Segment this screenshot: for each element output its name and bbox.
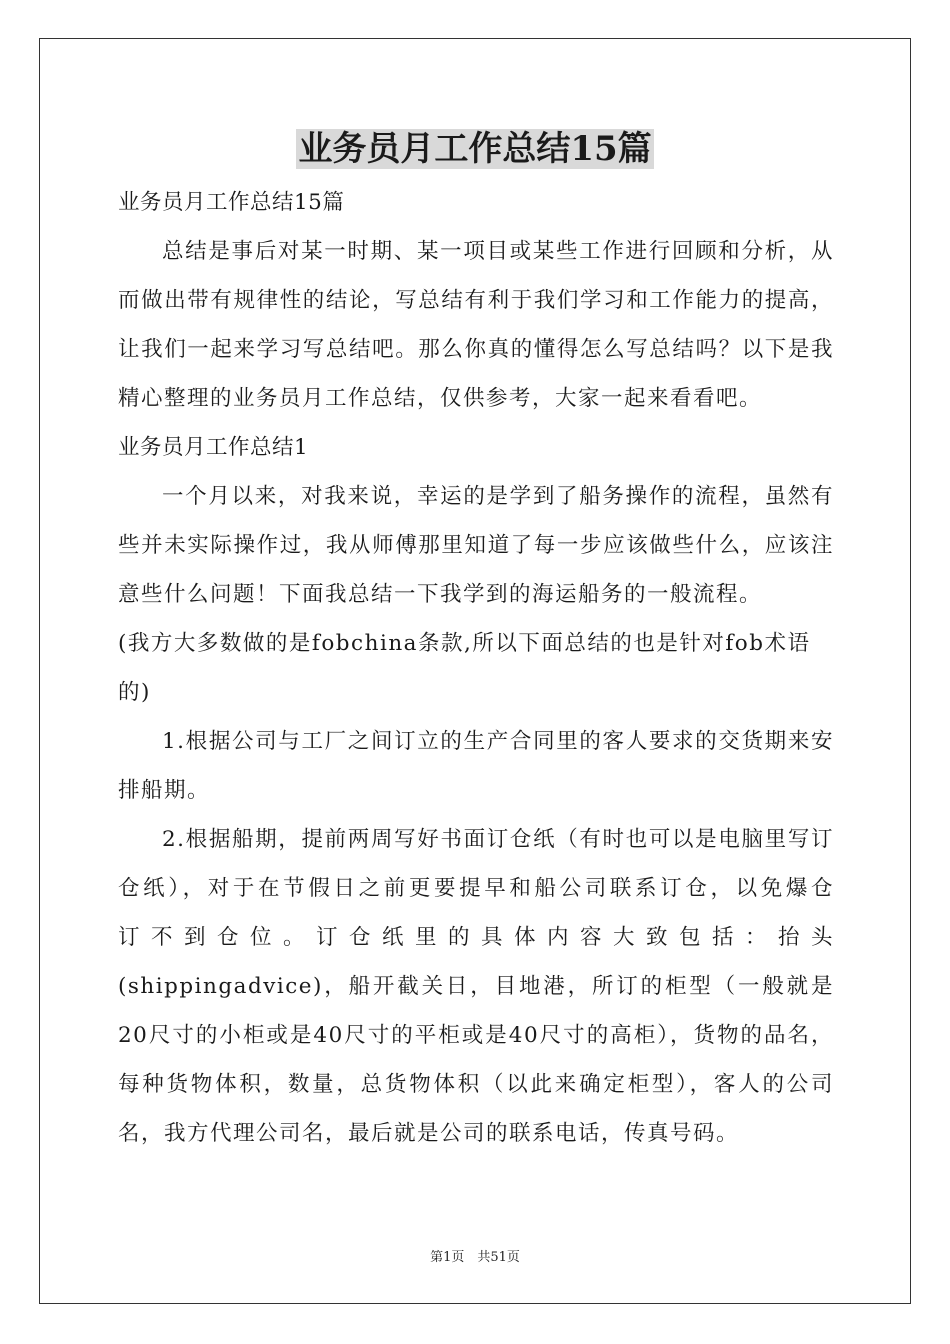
- step-2-paragraph: 2.根据船期，提前两周写好书面订仓纸（有时也可以是电脑里写订仓纸），对于在节假日之前更要提早和船公司联系订仓，以免爆仓: [118, 827, 834, 901]
- section-heading: 业务员月工作总结1: [118, 435, 309, 460]
- document-title: [0, 122, 950, 176]
- step-2-continued-paragraph: 订不到仓位。订仓纸里的具体内容大致包括：抬头(shippingadvice)，船开截关日，目地港，所订的柜型（一般就是20尺寸的小柜或是40尺寸的平柜或是40尺寸的高柜），货物的品名，每种货物体积，数量，总货物体积（以此来确定柜型），客人的公司名，我方代理公司名，最后就是公司的联系电话，传真号码。: [118, 925, 834, 1146]
- note-paragraph: (我方大多数做的是fobchina条款,所以下面总结的也是针对fob术语的): [118, 631, 811, 705]
- document-title-text: 业务员月工作总结15篇: [298, 129, 652, 169]
- body-paragraph: 一个月以来，对我来说，幸运的是学到了船务操作的流程，虽然有些并未实际操作过，我从师傅那里知道了每一步应该做些什么，应该注意些什么问题！下面我总结一下我学到的海运船务的一般流程。: [118, 484, 834, 607]
- step-1-paragraph: 1.根据公司与工厂之间订立的生产合同里的客人要求的交货期来安排船期。: [118, 729, 834, 803]
- intro-paragraph: 总结是事后对某一时期、某一项目或某些工作进行回顾和分析，从而做出带有规律性的结论，写总结有利于我们学习和工作能力的提高，让我们一起来学习写总结吧。那么你真的懂得怎么写总结吗？以下是我精心整理的业务员月工作总结，仅供参考，大家一起来看看吧。: [118, 239, 834, 411]
- page-number-footer: 第1页 共51页: [430, 1250, 520, 1265]
- document-body: [118, 178, 834, 1158]
- subtitle-paragraph: 业务员月工作总结15篇: [118, 190, 345, 215]
